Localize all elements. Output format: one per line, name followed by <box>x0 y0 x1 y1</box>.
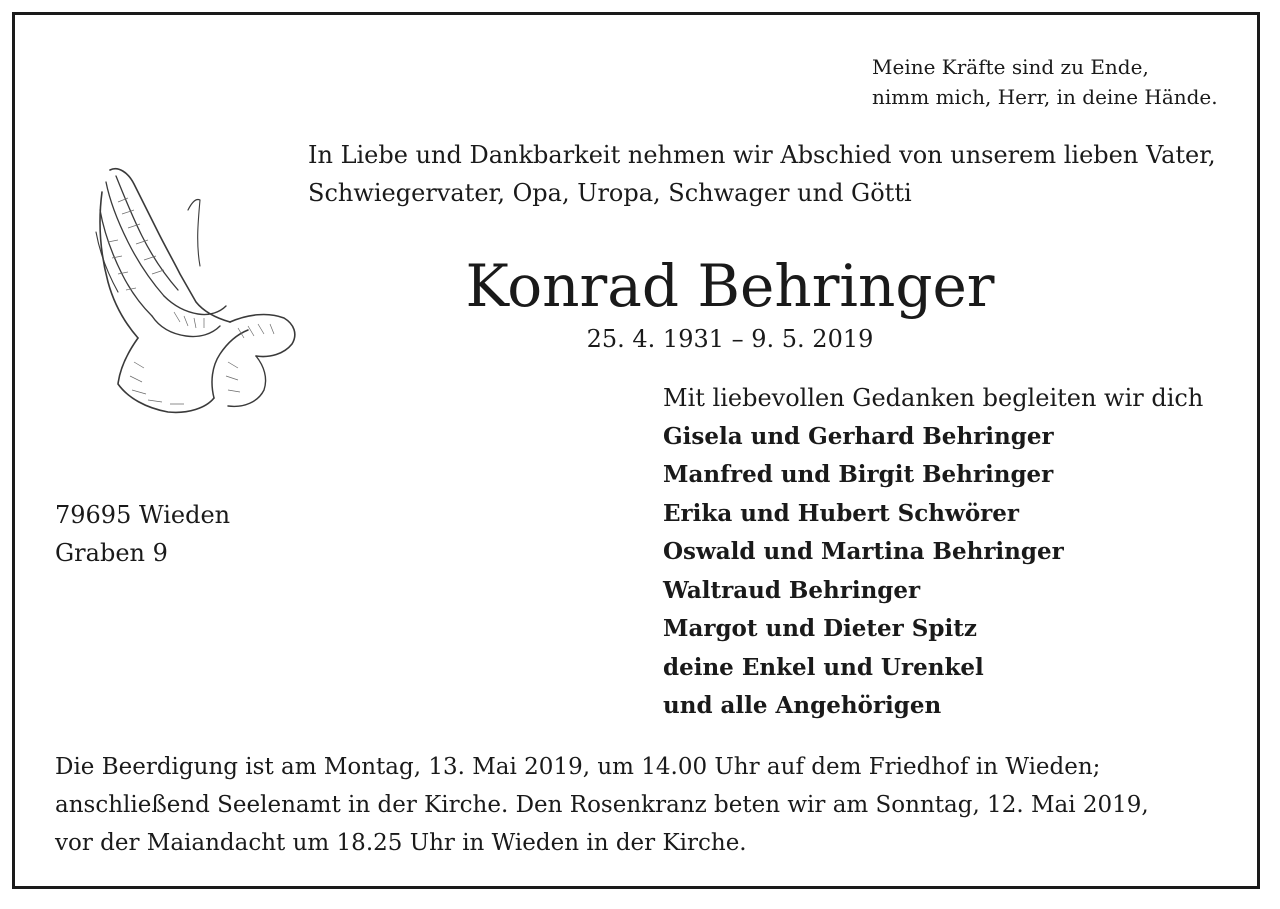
motto-line-2: nimm mich, Herr, in deine Hände. <box>872 85 1218 109</box>
mourner-name: Margot und Dieter Spitz <box>663 615 977 642</box>
address-line-2: Graben 9 <box>55 539 168 567</box>
motto-line-1: Meine Kräfte sind zu Ende, <box>872 55 1149 79</box>
life-dates: 25. 4. 1931 – 9. 5. 2019 <box>586 325 874 353</box>
motto-verse <box>872 52 1218 112</box>
mourner-name: Manfred und Birgit Behringer <box>663 461 1054 488</box>
intro-text <box>308 136 1216 212</box>
mourner-name: und alle Angehörigen <box>663 692 942 719</box>
mourner-name: deine Enkel und Urenkel <box>663 653 984 681</box>
mourner-name: Waltraud Behringer <box>663 576 921 604</box>
mourner-name: Erika und Hubert Schwörer <box>663 499 1020 527</box>
address-line-1: 79695 Wieden <box>55 501 231 529</box>
intro-line-1: In Liebe und Dankbarkeit nehmen wir Abschied von unserem lieben Vater, <box>308 141 1216 169</box>
mourners-lead: Mit liebevollen Gedanken begleiten wir dich <box>663 384 1204 412</box>
deceased-name: Konrad Behringer <box>465 252 995 320</box>
mourners-list <box>663 379 1203 726</box>
mourner-name: Oswald und Martina Behringer <box>663 538 1064 565</box>
funeral-line-1: Die Beerdigung ist am Montag, 13. Mai 2019, um 14.00 Uhr auf dem Friedhof in Wieden; <box>55 754 1101 780</box>
funeral-details <box>55 748 1149 862</box>
mourner-name: Gisela und Gerhard Behringer <box>663 422 1054 450</box>
intro-line-2: Schwiegervater, Opa, Uropa, Schwager und Götti <box>308 179 912 207</box>
funeral-line-2: anschließend Seelenamt in der Kirche. Den Rosenkranz beten wir am Sonntag, 12. Mai 2019, <box>55 792 1149 818</box>
family-address <box>55 496 230 572</box>
funeral-line-3: vor der Maiandacht um 18.25 Uhr in Wieden in der Kirche. <box>55 830 747 856</box>
